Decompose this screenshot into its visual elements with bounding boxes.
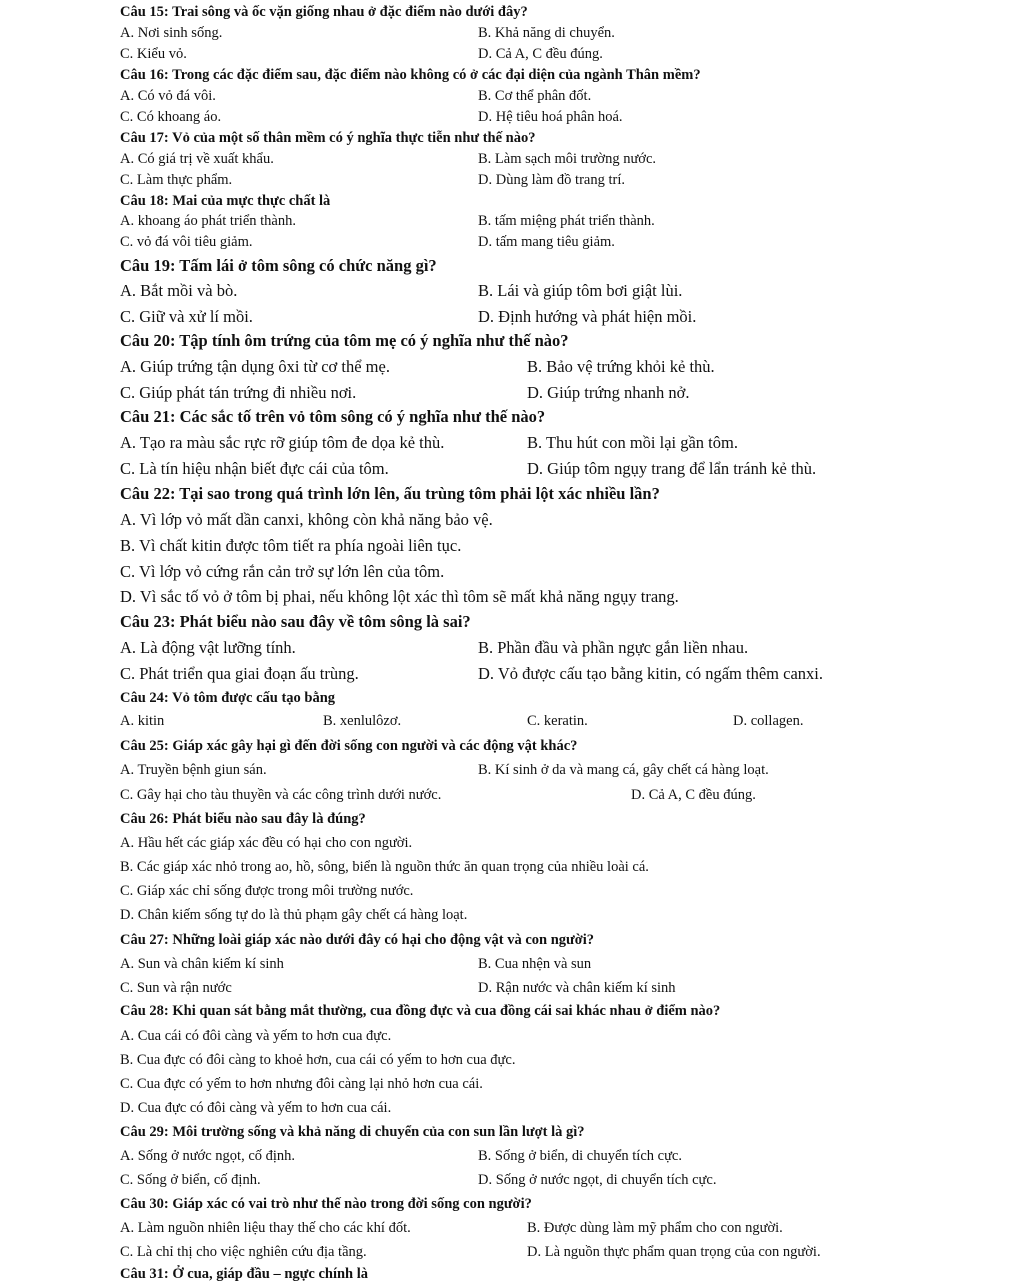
option-15-a: A. Nơi sinh sống. bbox=[120, 25, 223, 41]
option-30-c: C. Là chỉ thị cho việc nghiên cứu địa tầng. bbox=[120, 1244, 367, 1260]
option-15-c: C. Kiểu vỏ. bbox=[120, 46, 187, 62]
option-17-c: C. Làm thực phẩm. bbox=[120, 172, 233, 188]
option-21-c: C. Là tín hiệu nhận biết đực cái của tôm. bbox=[120, 459, 389, 478]
question-24: Câu 24: Vỏ tôm được cấu tạo bằng bbox=[120, 690, 336, 706]
option-30-d: D. Là nguồn thực phẩm quan trọng của con người. bbox=[527, 1244, 821, 1260]
option-21-a: A. Tạo ra màu sắc rực rỡ giúp tôm đe dọa kẻ thù. bbox=[120, 433, 445, 452]
option-18-a: A. khoang áo phát triển thành. bbox=[120, 213, 296, 229]
option-19-d: D. Định hướng và phát hiện mồi. bbox=[478, 307, 697, 326]
option-19-c: C. Giữ và xử lí mồi. bbox=[120, 307, 253, 326]
option-22-d: D. Vì sắc tố vỏ ở tôm bị phai, nếu không lột xác thì tôm sẽ mất khả năng ngụy trang. bbox=[120, 587, 679, 606]
option-15-b: B. Khả năng di chuyển. bbox=[478, 25, 615, 41]
option-29-a: A. Sống ở nước ngọt, cố định. bbox=[120, 1148, 296, 1164]
option-24-b: B. xenlulôzơ. bbox=[323, 713, 402, 729]
question-16: Câu 16: Trong các đặc điểm sau, đặc điểm nào không có ở các đại diện của ngành Thân mềm? bbox=[120, 67, 701, 83]
option-26-a: A. Hầu hết các giáp xác đều có hại cho con người. bbox=[120, 835, 413, 851]
question-28: Câu 28: Khi quan sát bằng mắt thường, cua đồng đực và cua đồng cái sai khác nhau ở điểm nào? bbox=[120, 1003, 721, 1019]
option-22-b: B. Vì chất kitin được tôm tiết ra phía ngoài liên tục. bbox=[120, 536, 462, 555]
option-23-a: A. Là động vật lưỡng tính. bbox=[120, 638, 296, 657]
option-29-c: C. Sống ở biển, cố định. bbox=[120, 1172, 261, 1188]
option-21-d: D. Giúp tôm ngụy trang để lẩn tránh kẻ thù. bbox=[527, 459, 817, 478]
option-27-c: C. Sun và rận nước bbox=[120, 980, 232, 996]
option-20-a: A. Giúp trứng tận dụng ôxi từ cơ thể mẹ. bbox=[120, 357, 390, 376]
option-25-d: D. Cả A, C đều đúng. bbox=[631, 787, 756, 803]
question-22: Câu 22: Tại sao trong quá trình lớn lên, ấu trùng tôm phải lột xác nhiều lần? bbox=[120, 484, 660, 503]
option-16-d: D. Hệ tiêu hoá phân hoá. bbox=[478, 109, 623, 125]
question-29: Câu 29: Môi trường sống và khả năng di chuyển của con sun lần lượt là gì? bbox=[120, 1124, 585, 1140]
option-25-c: C. Gây hại cho tàu thuyền và các công trình dưới nước. bbox=[120, 787, 442, 803]
option-28-b: B. Cua đực có đôi càng to khoẻ hơn, cua cái có yếm to hơn cua đực. bbox=[120, 1052, 516, 1068]
option-30-a: A. Làm nguồn nhiên liệu thay thế cho các khí đốt. bbox=[120, 1220, 411, 1236]
option-27-b: B. Cua nhện và sun bbox=[478, 956, 592, 972]
option-25-a: A. Truyền bệnh giun sán. bbox=[120, 762, 267, 778]
option-22-a: A. Vì lớp vỏ mất dần canxi, không còn khả năng bảo vệ. bbox=[120, 510, 493, 529]
option-16-c: C. Có khoang áo. bbox=[120, 109, 222, 125]
option-23-d: D. Vỏ được cấu tạo bằng kitin, có ngấm thêm canxi. bbox=[478, 664, 823, 683]
option-18-c: C. vỏ đá vôi tiêu giảm. bbox=[120, 234, 253, 250]
option-20-c: C. Giúp phát tán trứng đi nhiều nơi. bbox=[120, 383, 357, 402]
question-19: Câu 19: Tấm lái ở tôm sông có chức năng gì? bbox=[120, 256, 437, 275]
question-27: Câu 27: Những loài giáp xác nào dưới đây có hại cho động vật và con người? bbox=[120, 932, 595, 948]
option-26-c: C. Giáp xác chỉ sống được trong môi trường nước. bbox=[120, 883, 414, 899]
option-17-d: D. Dùng làm đồ trang trí. bbox=[478, 172, 625, 188]
option-23-c: C. Phát triển qua giai đoạn ấu trùng. bbox=[120, 664, 359, 683]
option-20-b: B. Bảo vệ trứng khỏi kẻ thù. bbox=[527, 357, 715, 376]
option-21-b: B. Thu hút con mồi lại gần tôm. bbox=[527, 433, 738, 452]
option-24-c: C. keratin. bbox=[527, 713, 588, 729]
option-18-b: B. tấm miệng phát triển thành. bbox=[478, 213, 655, 229]
question-23: Câu 23: Phát biểu nào sau đây về tôm sông là sai? bbox=[120, 612, 471, 631]
question-15: Câu 15: Trai sông và ốc vặn giống nhau ở đặc điểm nào dưới đây? bbox=[120, 4, 528, 20]
option-19-b: B. Lái và giúp tôm bơi giật lùi. bbox=[478, 281, 683, 300]
option-29-d: D. Sống ở nước ngọt, di chuyển tích cực. bbox=[478, 1172, 717, 1188]
option-16-b: B. Cơ thể phân đốt. bbox=[478, 88, 592, 104]
option-17-b: B. Làm sạch môi trường nước. bbox=[478, 151, 657, 167]
option-28-d: D. Cua đực có đôi càng và yếm to hơn cua cái. bbox=[120, 1100, 392, 1116]
option-23-b: B. Phần đầu và phần ngực gắn liền nhau. bbox=[478, 638, 749, 657]
option-17-a: A. Có giá trị về xuất khẩu. bbox=[120, 151, 274, 167]
option-26-d: D. Chân kiếm sống tự do là thủ phạm gây chết cá hàng loạt. bbox=[120, 907, 468, 923]
option-15-d: D. Cả A, C đều đúng. bbox=[478, 46, 603, 62]
question-18: Câu 18: Mai của mực thực chất là bbox=[120, 193, 331, 209]
option-27-a: A. Sun và chân kiếm kí sinh bbox=[120, 956, 284, 972]
option-20-d: D. Giúp trứng nhanh nở. bbox=[527, 383, 690, 402]
option-30-b: B. Được dùng làm mỹ phẩm cho con người. bbox=[527, 1220, 783, 1236]
option-28-a: A. Cua cái có đôi càng và yếm to hơn cua đực. bbox=[120, 1028, 392, 1044]
option-26-b: B. Các giáp xác nhỏ trong ao, hồ, sông, biển là nguồn thức ăn quan trọng của nhiều loài cá. bbox=[120, 859, 649, 875]
option-24-d: D. collagen. bbox=[733, 713, 804, 729]
question-20: Câu 20: Tập tính ôm trứng của tôm mẹ có ý nghĩa như thế nào? bbox=[120, 331, 569, 350]
option-28-c: C. Cua đực có yếm to hơn nhưng đôi càng lại nhỏ hơn cua cái. bbox=[120, 1076, 483, 1092]
option-22-c: C. Vì lớp vỏ cứng rắn cản trở sự lớn lên của tôm. bbox=[120, 562, 445, 581]
question-17: Câu 17: Vỏ của một số thân mềm có ý nghĩa thực tiễn như thế nào? bbox=[120, 130, 536, 146]
question-26: Câu 26: Phát biểu nào sau đây là đúng? bbox=[120, 811, 366, 827]
option-29-b: B. Sống ở biển, di chuyển tích cực. bbox=[478, 1148, 682, 1164]
question-31: Câu 31: Ở cua, giáp đầu – ngực chính là bbox=[120, 1266, 369, 1282]
question-25: Câu 25: Giáp xác gây hại gì đến đời sống con người và các động vật khác? bbox=[120, 738, 578, 754]
option-24-a: A. kitin bbox=[120, 713, 165, 729]
option-16-a: A. Có vỏ đá vôi. bbox=[120, 88, 216, 104]
question-30: Câu 30: Giáp xác có vai trò như thế nào trong đời sống con người? bbox=[120, 1196, 532, 1212]
option-25-b: B. Kí sinh ở da và mang cá, gây chết cá hàng loạt. bbox=[478, 762, 769, 778]
question-21: Câu 21: Các sắc tố trên vỏ tôm sông có ý nghĩa như thế nào? bbox=[120, 407, 546, 426]
option-18-d: D. tấm mang tiêu giảm. bbox=[478, 234, 615, 250]
option-27-d: D. Rận nước và chân kiếm kí sinh bbox=[478, 980, 676, 996]
option-19-a: A. Bắt mồi và bò. bbox=[120, 281, 238, 300]
